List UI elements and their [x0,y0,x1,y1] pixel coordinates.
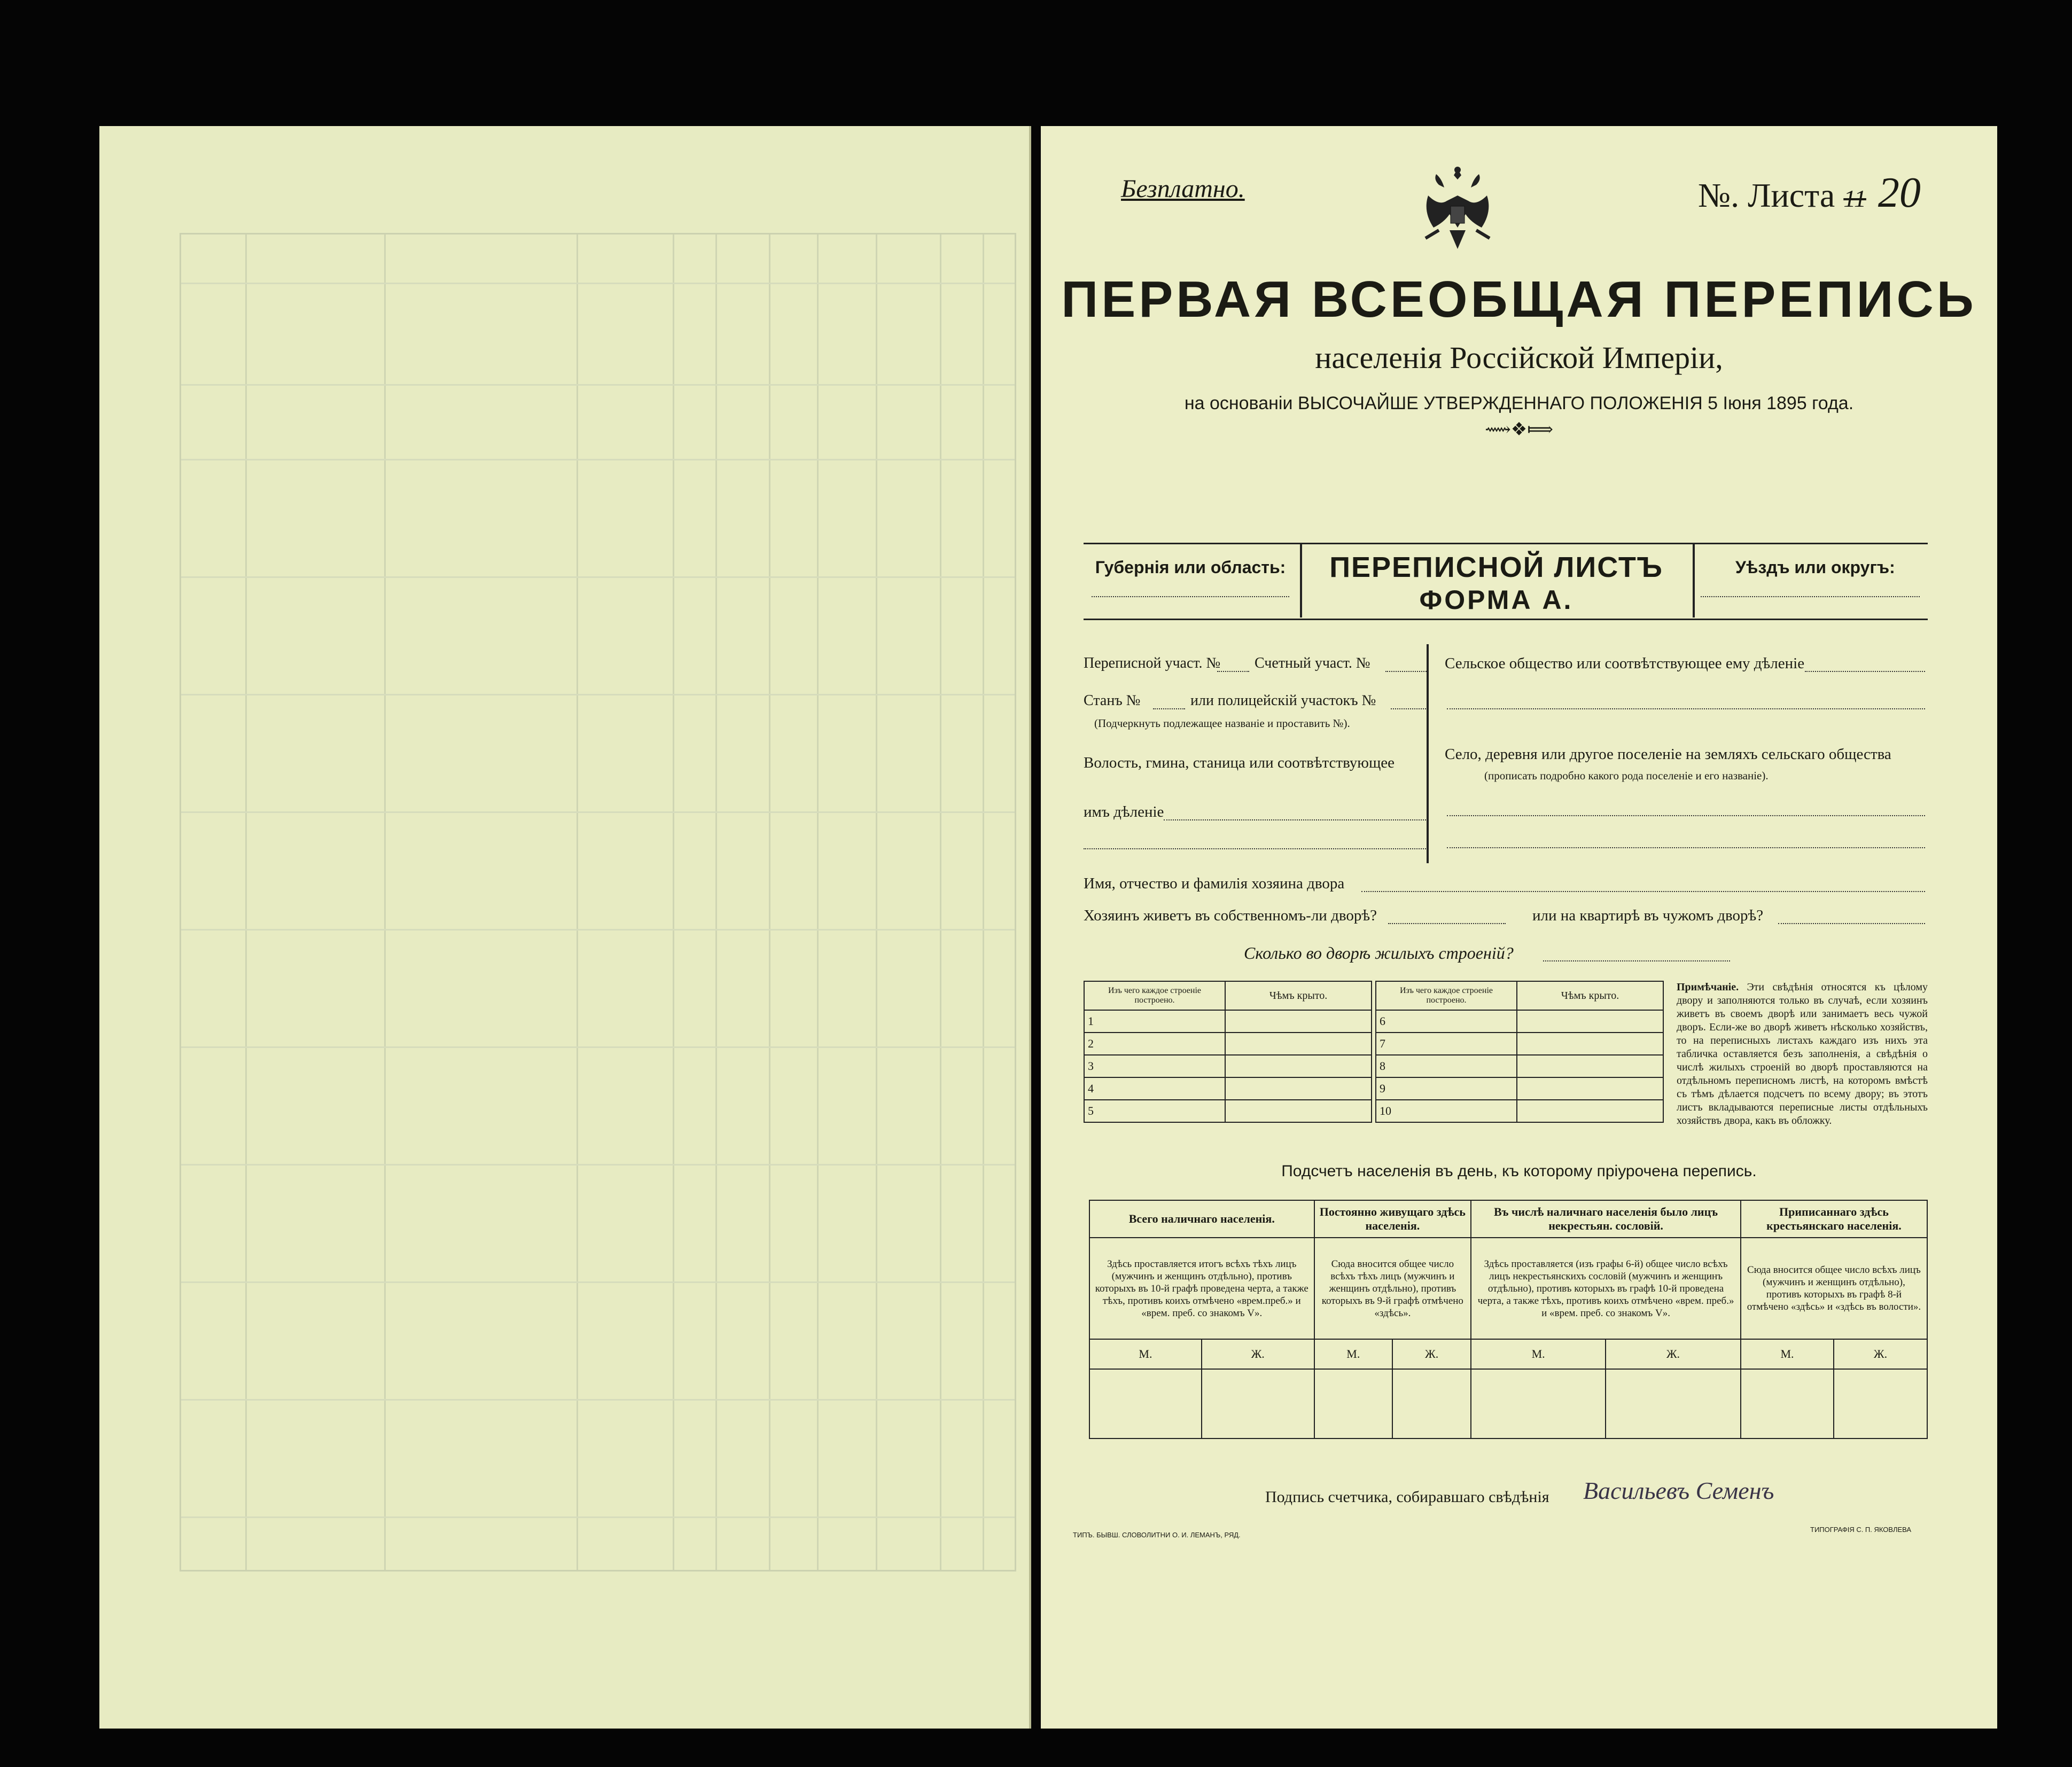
counting-section-field[interactable] [1385,671,1428,672]
material-header: Изъ чего каждое строеніе построено. [1376,981,1517,1010]
census-section-field[interactable] [1217,671,1249,672]
underline-note: (Подчеркнуть подлежащее названіе и проставить №). [1094,717,1350,730]
roof-header: Чѣмъ крыто. [1225,981,1372,1010]
count-female-cell[interactable] [1834,1369,1927,1438]
or-apartment-field[interactable] [1778,923,1925,924]
district-field[interactable] [1701,596,1920,597]
village-field[interactable] [1447,815,1925,816]
female-header: Ж. [1834,1339,1927,1369]
free-label: Безплатно. [1121,175,1245,203]
count-col-desc: Здѣсь проставляется (изъ графы 6-й) общее число всѣхъ лицъ некрестьянскихъ сословій (мужчинъ и женщинъ отдѣльно), противъ которыхъ въ графѣ 10-й проведена черта, а также тѣхъ, противъ коихъ отмѣчено «врем. преб.» и «врем. преб. со знакомъ V». [1471,1238,1741,1339]
or-apartment-label: или на квартирѣ въ чужомъ дворѣ? [1532,907,1764,924]
population-count-table [1089,1200,1928,1439]
rural-society-field-2[interactable] [1447,708,1925,709]
volost-field-2[interactable] [1084,848,1428,849]
census-form-page [1041,126,1997,1729]
volost-label: Волость, гмина, станица или соотвѣтствующее [1084,754,1395,771]
sheet-title: ПЕРЕПИСНОЙ ЛИСТЪ [1329,551,1663,583]
count-col-desc: Здѣсь проставляется итогъ всѣхъ тѣхъ лицъ (мужчинъ и женщинъ отдѣльно), противъ которыхъ въ 10-й графѣ проведена черта, а также тѣхъ, противъ коихъ отмѣчено «врем.преб.» и «врем. преб. со знакомъ V». [1089,1238,1314,1339]
village-label: Село, деревня или другое поселеніе на земляхъ сельскаго общества [1445,746,1891,763]
roof-cell[interactable] [1517,1077,1663,1100]
roof-cell[interactable] [1225,1010,1372,1033]
count-col-title: Въ числѣ наличнаго населенія было лицъ некрестьян. сословій. [1471,1200,1741,1238]
left-page [99,126,1031,1729]
male-header: М. [1314,1339,1393,1369]
sheet-number-value: 20 [1878,169,1921,216]
row-number: 8 [1376,1055,1517,1077]
male-header: М. [1089,1339,1202,1369]
owner-name-label: Имя, отчество и фамилія хозяина двора [1084,875,1345,892]
count-col-title: Всего наличнаго населенія. [1089,1200,1314,1238]
row-number: 1 [1084,1010,1225,1033]
census-section-label: Переписной участ. № [1084,655,1221,671]
police-section-label: или полицейскій участокъ № [1190,692,1376,709]
police-section-field[interactable] [1391,708,1428,709]
female-header: Ж. [1202,1339,1314,1369]
material-header: Изъ чего каждое строеніе построено. [1084,981,1225,1010]
roof-cell[interactable] [1517,1010,1663,1033]
roof-header: Чѣмъ крыто. [1517,981,1663,1010]
village-field-2[interactable] [1447,847,1925,848]
roof-cell[interactable] [1225,1055,1372,1077]
sheet-number-label: №. Листа [1698,176,1835,214]
roof-cell[interactable] [1225,1033,1372,1055]
count-col-desc: Сюда вносится общее число всѣхъ лицъ (мужчинъ и женщинъ отдѣльно), противъ которыхъ въ графѣ 8-й отмѣчено «здѣсь» и «здѣсь въ волости». [1741,1238,1927,1339]
double-headed-eagle-icon [1417,163,1498,254]
census-basis: на основаніи ВЫСОЧАЙШЕ УТВЕРЖДЕННАГО ПОЛОЖЕНІЯ 5 Іюня 1895 года. [1184,393,1854,413]
printer-footer-right: ТИПОГРАФІЯ С. П. ЯКОВЛЕВА [1810,1526,1912,1534]
count-male-cell[interactable] [1314,1369,1393,1438]
female-header: Ж. [1392,1339,1471,1369]
row-number: 4 [1084,1077,1225,1100]
form-label: ФОРМА А. [1419,585,1574,615]
census-title: ПЕРВАЯ ВСЕОБЩАЯ ПЕРЕПИСЬ [1061,271,1977,328]
count-female-cell[interactable] [1392,1369,1471,1438]
province-label: Губернія или область: [1095,558,1286,577]
census-subtitle: населенія Россійской Имперіи, [1315,340,1723,375]
row-number: 9 [1376,1077,1517,1100]
district-label: Уѣздъ или округъ: [1735,558,1895,577]
row-number: 2 [1084,1033,1225,1055]
rural-society-label: Сельское общество или соотвѣтствующее ему дѣленіе [1445,655,1805,672]
roof-cell[interactable] [1517,1055,1663,1077]
row-number: 7 [1376,1033,1517,1055]
count-heading: Подсчетъ населенія въ день, къ которому пріурочена перепись. [1281,1162,1757,1180]
count-col-title: Приписаннаго здѣсь крестьянскаго населенія. [1741,1200,1927,1238]
buildings-question: Сколько во дворѣ жилыхъ строеній? [1244,943,1514,963]
count-col-desc: Сюда вносится общее число всѣхъ тѣхъ лицъ (мужчинъ и женщинъ отдѣльно), противъ которыхъ въ 9-й графѣ отмѣчено «здѣсь». [1314,1238,1471,1339]
volost-field[interactable] [1164,819,1428,820]
signature-label: Подпись счетчика, собиравшаго свѣдѣнія [1265,1488,1549,1506]
count-col-title: Постоянно живущаго здѣсь населенія. [1314,1200,1471,1238]
count-male-cell[interactable] [1089,1369,1202,1438]
owner-name-field[interactable] [1361,891,1925,892]
rural-society-field[interactable] [1805,671,1925,672]
counting-section-label: Счетный участ. № [1255,655,1370,671]
row-number: 3 [1084,1055,1225,1077]
faded-grid [180,233,1016,1571]
roof-cell[interactable] [1225,1077,1372,1100]
owner-lives-field[interactable] [1388,923,1506,924]
count-male-cell[interactable] [1741,1369,1834,1438]
enumerator-signature: Васильевъ Семенъ [1583,1477,1774,1504]
roof-cell[interactable] [1517,1033,1663,1055]
count-female-cell[interactable] [1606,1369,1741,1438]
male-header: М. [1741,1339,1834,1369]
male-header: М. [1471,1339,1606,1369]
stan-field[interactable] [1153,708,1185,709]
roof-cell[interactable] [1517,1100,1663,1122]
sheet-number [1698,169,1921,217]
note-label: Примѣчаніе. [1677,981,1739,993]
count-male-cell[interactable] [1471,1369,1606,1438]
volost-label-2: имъ дѣленіе [1084,803,1164,820]
roof-cell[interactable] [1225,1100,1372,1122]
sheet-number-struck: 11 [1843,185,1866,212]
note-block [1677,981,1928,1128]
female-header: Ж. [1606,1339,1741,1369]
village-note: (прописать подробно какого рода поселеніе и его названіе). [1484,769,1769,782]
count-female-cell[interactable] [1202,1369,1314,1438]
row-number: 6 [1376,1010,1517,1033]
buildings-table-right [1375,981,1664,1123]
printer-footer-left: ТИПЪ. БЫВШ. СЛОВОЛИТНИ О. И. ЛЕМАНЪ, РЯД. [1073,1531,1241,1539]
buildings-field[interactable] [1543,960,1730,961]
note-text: Эти свѣдѣнія относятся къ цѣлому двору и заполняются только въ случаѣ, если хозяинъ живетъ въ своемъ дворѣ или занимаетъ весь чужой дворъ. Если-же во дворѣ живетъ нѣсколько хозяйствъ, то на переписныхъ листахъ каждаго изъ нихъ эта табличка оставляется безъ заполненія, а свѣдѣнія о числѣ жилыхъ строеній во дворѣ проставляются на отдѣльномъ переписномъ листѣ, на которомъ вмѣстѣ съ тѣмъ дѣлается подсчетъ по всему двору; въ этотъ листъ вкладываются переписные листы отдѣльныхъ хозяйствъ двора, какъ въ обложку. [1677,981,1928,1127]
province-field[interactable] [1092,596,1289,597]
row-number: 10 [1376,1100,1517,1122]
stan-label: Станъ № [1084,692,1141,709]
row-number: 5 [1084,1100,1225,1122]
owner-lives-label: Хозяинъ живетъ въ собственномъ-ли дворѣ? [1084,907,1377,924]
buildings-table-left [1084,981,1372,1123]
ornament-divider: ⟿❖⟾ [1485,420,1553,440]
